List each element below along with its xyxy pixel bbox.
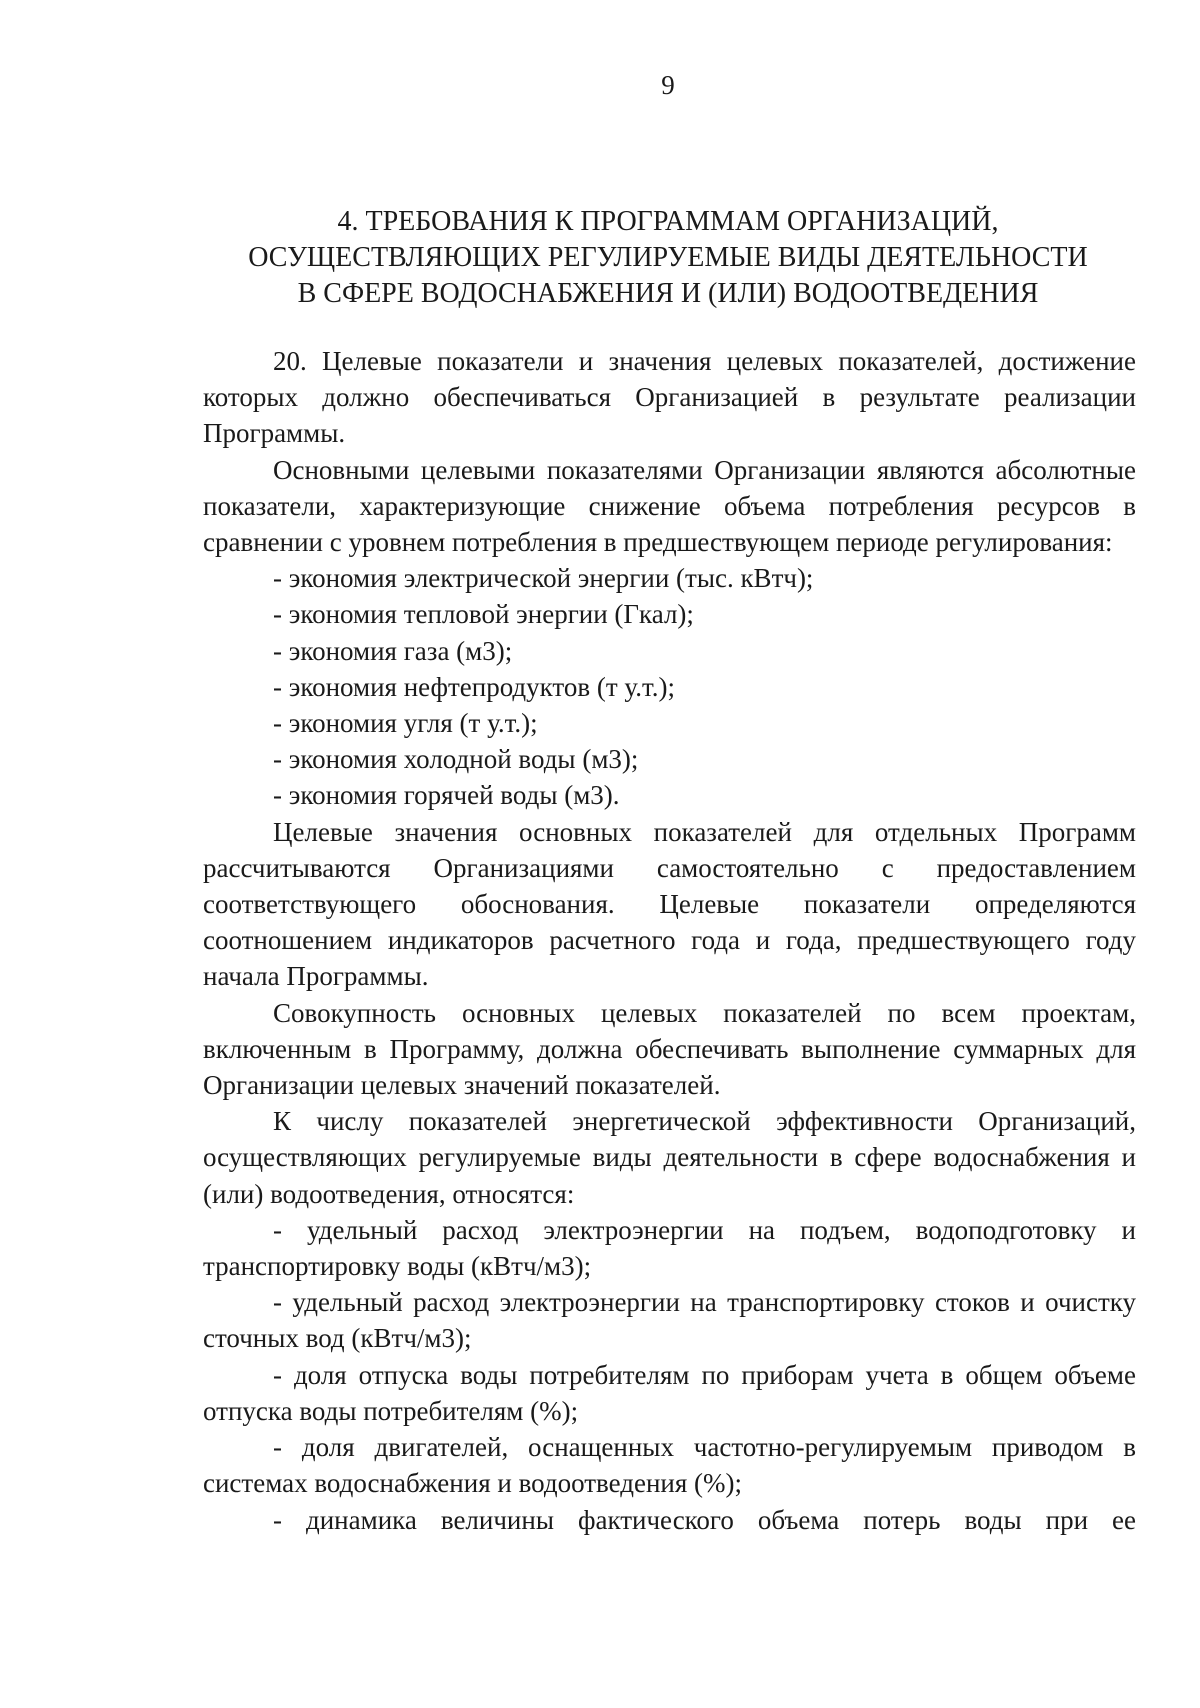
section-heading (200, 204, 1136, 312)
list-item: - экономия электрической энергии (тыс. кВтч); (273, 563, 814, 594)
list-item: - экономия нефтепродуктов (т у.т.); (273, 671, 675, 702)
heading-line: В СФЕРЕ ВОДОСНАБЖЕНИЯ И (ИЛИ) ВОДООТВЕДЕНИЯ (297, 278, 1039, 309)
list-item: - доля двигателей, оснащенных частотно-регулируемым приводом в системах водоснабжения и водоотведения (%); (203, 1432, 1136, 1499)
list-item: - динамика величины фактического объема потерь воды при ее (273, 1504, 1136, 1535)
list-item: - экономия холодной воды (м3); (273, 744, 639, 775)
list-item: - удельный расход электроэнергии на транспортировку стоков и очистку сточных вод (кВтч/м3); (203, 1287, 1136, 1354)
paragraph-aggregate: Совокупность основных целевых показателей по всем проектам, включенным в Программу, должна обеспечивать выполнение суммарных для Организации целевых значений показателей. (203, 997, 1136, 1101)
paragraph-efficiency-intro: К числу показателей энергетической эффективности Организаций, осуществляющих регулируемые виды деятельности в сфере водоснабжения и (или) водоотведения, относятся: (203, 1106, 1136, 1209)
page-number: 9 (661, 70, 675, 100)
list-item: - доля отпуска воды потребителям по приборам учета в общем объеме отпуска воды потребителям (%); (203, 1359, 1136, 1426)
list-item: - удельный расход электроэнергии на подъем, водоподготовку и транспортировку воды (кВтч/м3); (203, 1214, 1136, 1282)
heading-line: 4. ТРЕБОВАНИЯ К ПРОГРАММАМ ОРГАНИЗАЦИЙ, (337, 206, 999, 237)
list-item: - экономия тепловой энергии (Гкал); (273, 599, 694, 630)
list-item: - экономия газа (м3); (273, 635, 513, 666)
savings-list (203, 560, 1136, 813)
paragraph-main-indicators: Основными целевыми показателями Организации являются абсолютные показатели, характеризующие снижение объема потребления ресурсов в сравнении с уровнем потребления в предшествующем периоде регулирования: (203, 454, 1136, 558)
document-body (203, 343, 1136, 1538)
paragraph-target-values: Целевые значения основных показателей для отдельных Программ рассчитываются Организациями самостоятельно с предоставлением соответствующего обоснования. Целевые показатели определяются соотношением индикаторов расчетного года и года, предшествующего году начала Программы. (203, 816, 1136, 992)
list-item: - экономия горячей воды (м3). (273, 780, 620, 811)
heading-line: ОСУЩЕСТВЛЯЮЩИХ РЕГУЛИРУЕМЫЕ ВИДЫ ДЕЯТЕЛЬНОСТИ (248, 242, 1088, 273)
list-item: - экономия угля (т у.т.); (273, 708, 538, 739)
efficiency-list (203, 1212, 1136, 1538)
paragraph-20: 20. Целевые показатели и значения целевых показателей, достижение которых должно обеспечиваться Организацией в результате реализации Программы. (203, 346, 1136, 449)
